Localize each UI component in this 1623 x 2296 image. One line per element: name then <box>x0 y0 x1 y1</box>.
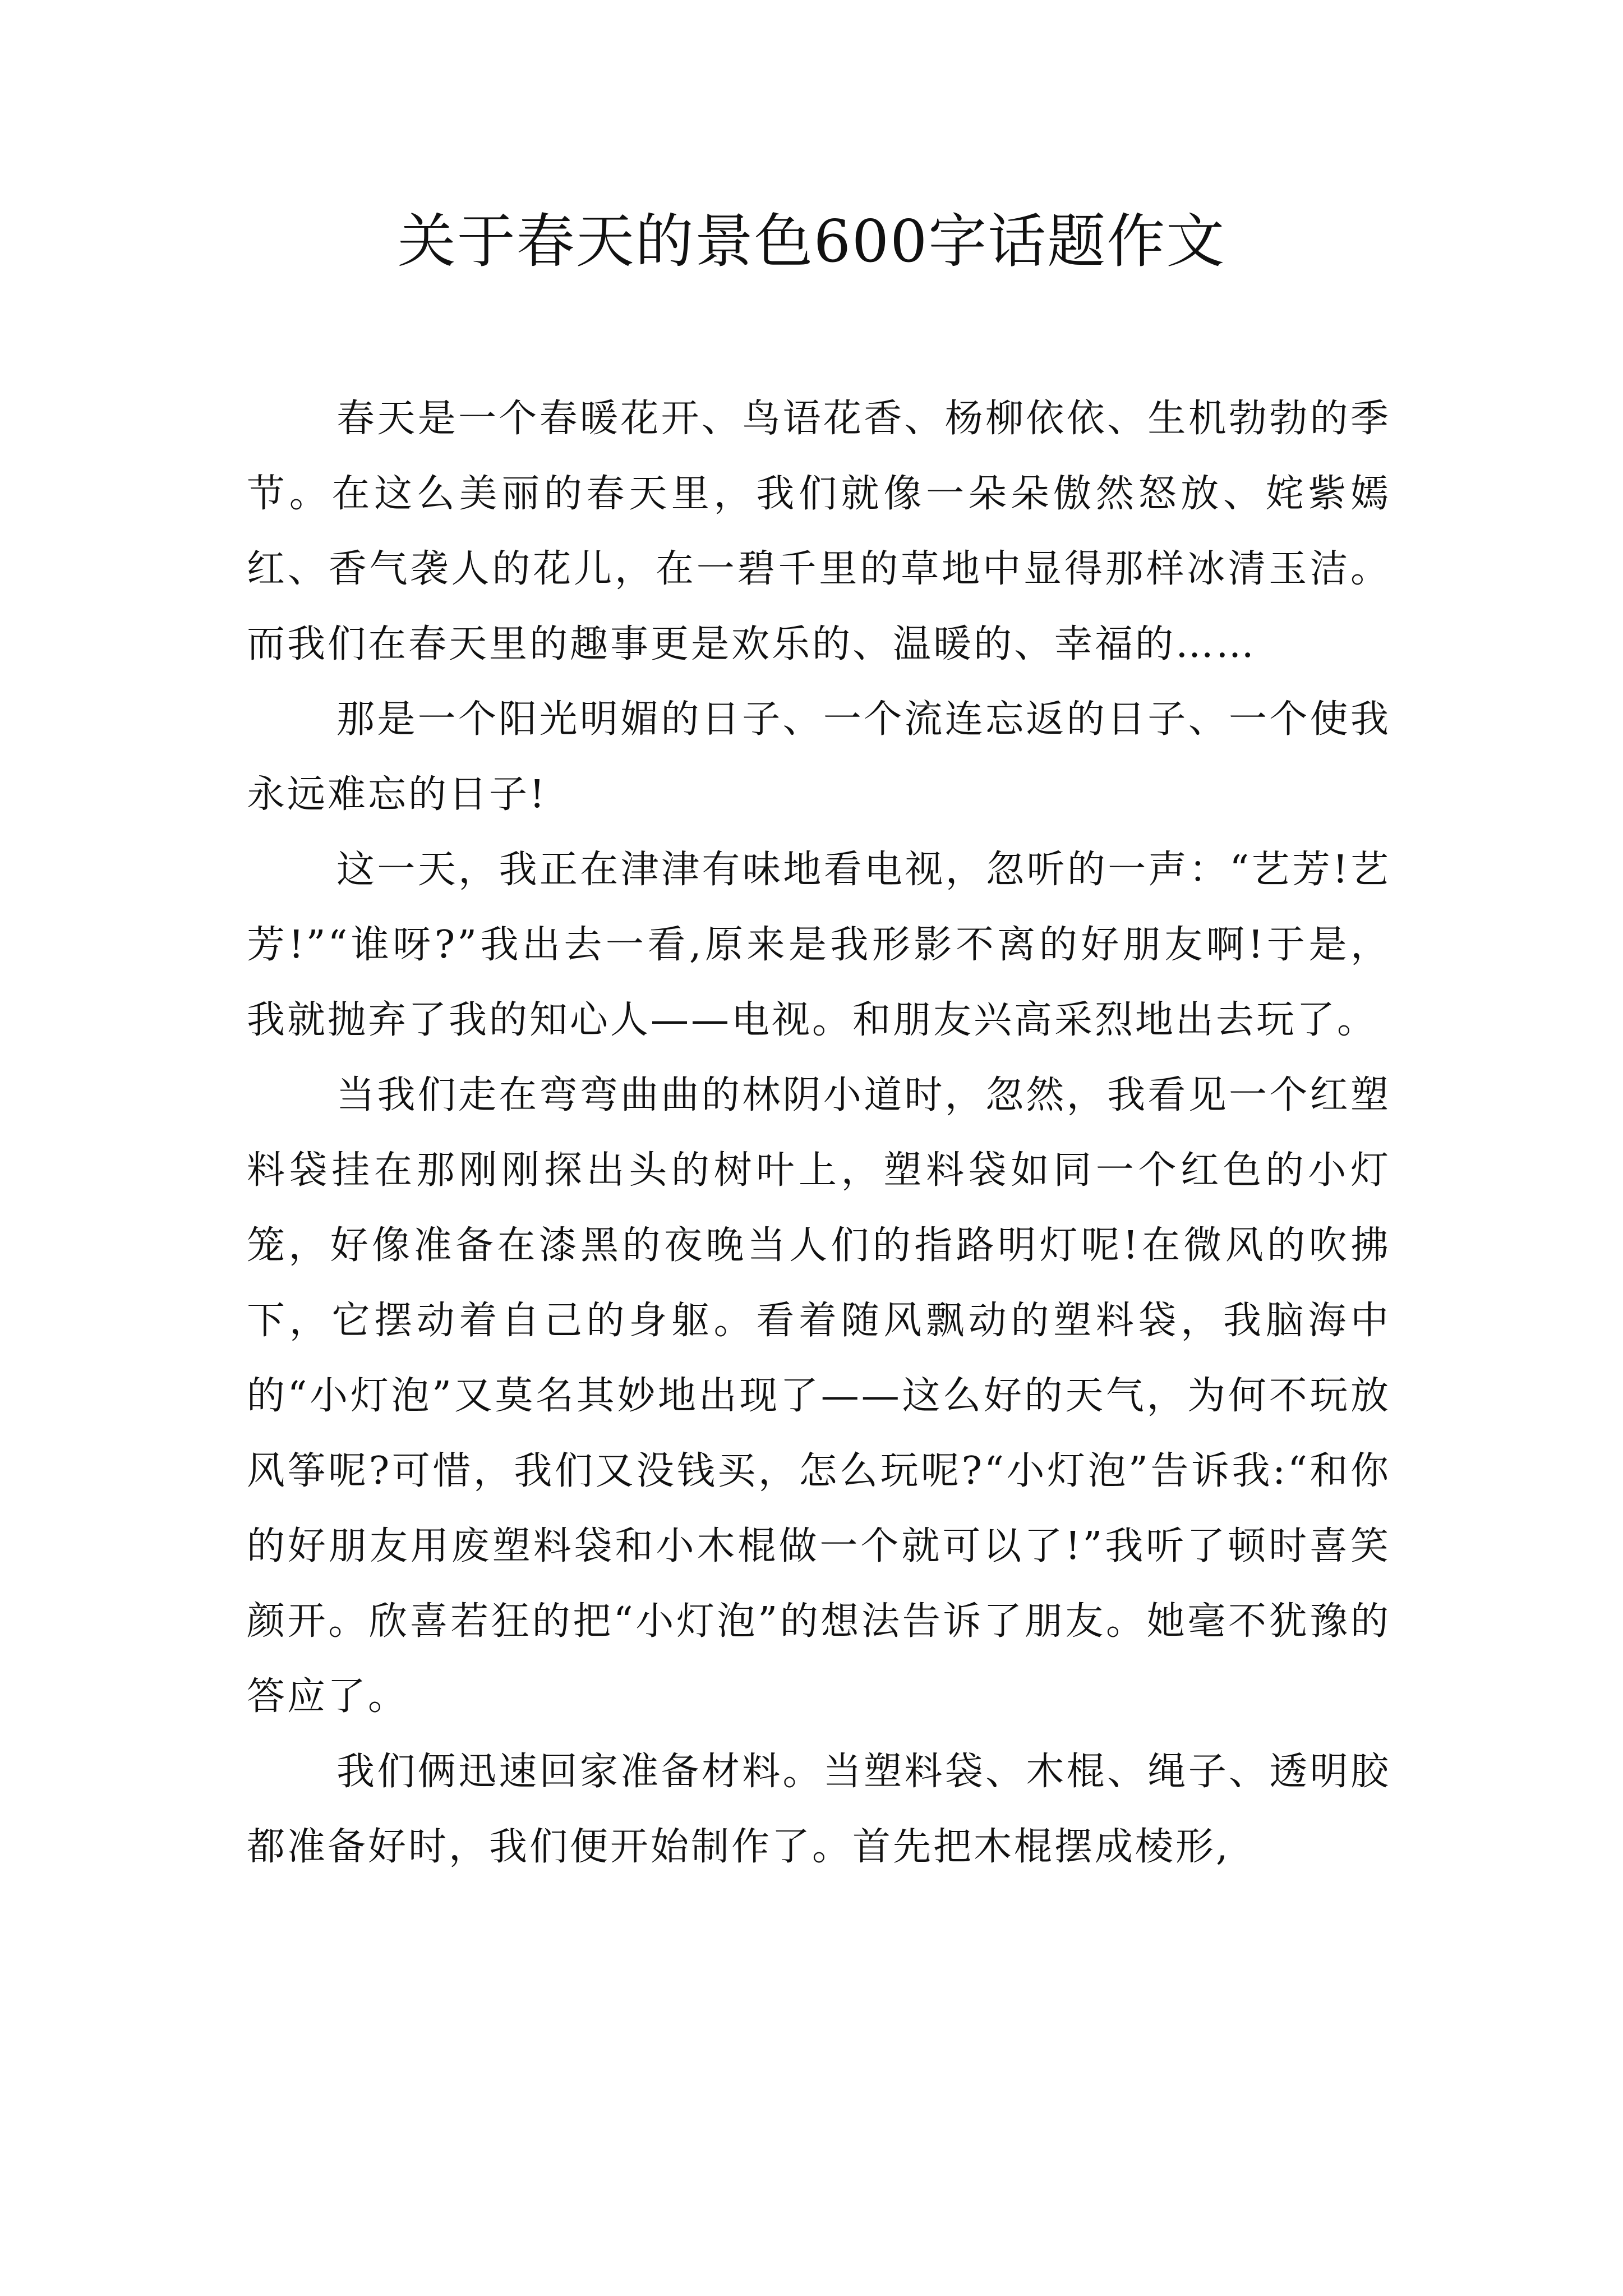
paragraph-1: 春天是一个春暖花开、鸟语花香、杨柳依依、生机勃勃的季节。在这么美丽的春天里，我们就像一朵朵傲然怒放、姹紫嫣红、香气袭人的花儿，在一碧千里的草地中显得那样冰清玉洁。而我们在春天里的趣事更是欢乐的、温暖的、幸福的…… <box>247 397 1391 666</box>
document-title: 关于春天的景色600字话题作文 <box>397 207 1226 275</box>
paragraph-3: 这一天，我正在津津有味地看电视，忽听的一声：“艺芳!艺芳!”“谁呀?”我出去一看,原来是我形影不离的好朋友啊!于是，我就抛弃了我的知心人——电视。和朋友兴高采烈地出去玩了。 <box>247 848 1391 1042</box>
paragraph-5: 我们俩迅速回家准备材料。当塑料袋、木棍、绳子、透明胶都准备好时，我们便开始制作了。首先把木棍摆成棱形, <box>247 1750 1391 1869</box>
paragraph-2: 那是一个阳光明媚的日子、一个流连忘返的日子、一个使我永远难忘的日子! <box>247 697 1391 817</box>
document-body <box>247 381 1391 1885</box>
paragraph-4: 当我们走在弯弯曲曲的林阴小道时，忽然，我看见一个红塑料袋挂在那刚刚探出头的树叶上，塑料袋如同一个红色的小灯笼，好像准备在漆黑的夜晚当人们的指路明灯呢!在微风的吹拂下，它摆动着自己的身躯。看着随风飘动的塑料袋，我脑海中的“小灯泡”又莫名其妙地出现了——这么好的天气，为何不玩放风筝呢?可惜，我们又没钱买，怎么玩呢?“小灯泡”告诉我:“和你的好朋友用废塑料袋和小木棍做一个就可以了!”我听了顿时喜笑颜开。欣喜若狂的把“小灯泡”的想法告诉了朋友。她毫不犹豫的答应了。 <box>247 1073 1391 1719</box>
